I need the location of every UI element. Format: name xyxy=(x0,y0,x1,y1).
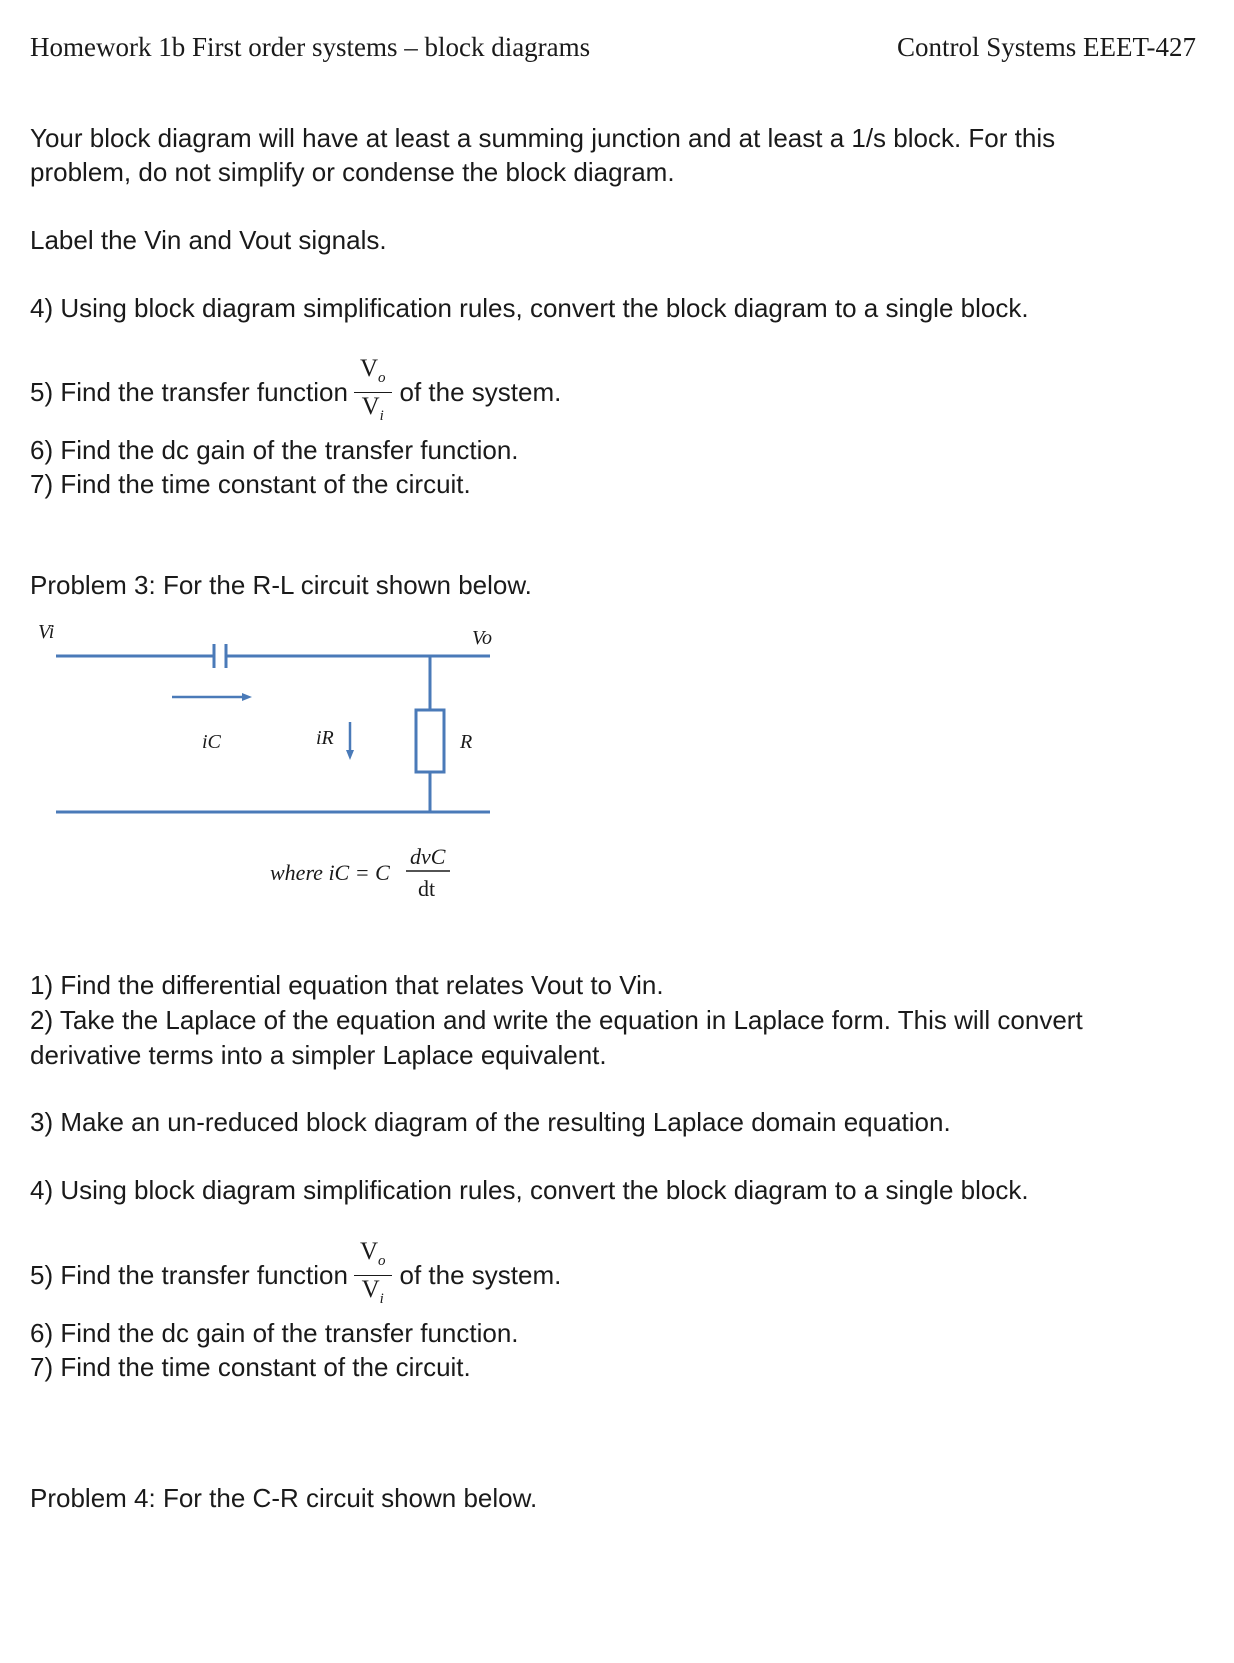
problem-3-title: Problem 3: For the R-L circuit shown below. xyxy=(30,570,532,600)
ic-arrow-head xyxy=(242,693,252,701)
question-5b-suffix: of the system. xyxy=(399,1260,562,1290)
ir-label: iR xyxy=(316,727,334,749)
fraction-numerator-2: V xyxy=(359,1238,379,1265)
fraction-denominator-sub: i xyxy=(379,408,384,424)
fraction-denominator-sub-2: i xyxy=(379,1291,384,1307)
question-5b xyxy=(30,1238,561,1313)
vout-label: Vo xyxy=(472,627,492,649)
question-7b: 7) Find the time constant of the circuit. xyxy=(30,1352,471,1382)
question-5a-prefix: 5) Find the transfer function xyxy=(30,377,348,407)
ic-label: iC xyxy=(202,731,221,753)
question-1: 1) Find the differential equation that relates Vout to Vin. xyxy=(30,970,664,1000)
ir-arrow-head xyxy=(346,750,354,760)
question-2-line-1: 2) Take the Laplace of the equation and write the equation in Laplace form. This will convert xyxy=(30,1005,1083,1035)
question-3: 3) Make an un-reduced block diagram of the resulting Laplace domain equation. xyxy=(30,1107,951,1137)
rl-circuit-diagram xyxy=(30,620,550,910)
vin-label: Vi xyxy=(38,621,55,643)
question-5b-prefix: 5) Find the transfer function xyxy=(30,1260,348,1290)
question-5a xyxy=(30,355,561,430)
equation-lhs: where iC = C xyxy=(270,860,390,885)
intro-line-2: problem, do not simplify or condense the block diagram. xyxy=(30,157,675,187)
question-6a: 6) Find the dc gain of the transfer function. xyxy=(30,435,519,465)
question-5a-suffix: of the system. xyxy=(399,377,562,407)
problem-4-title: Problem 4: For the C-R circuit shown below. xyxy=(30,1483,538,1513)
label-note: Label the Vin and Vout signals. xyxy=(30,225,387,255)
document-title: Homework 1b First order systems – block diagrams xyxy=(30,32,591,62)
fraction-denominator: V xyxy=(361,393,380,420)
question-7a: 7) Find the time constant of the circuit. xyxy=(30,469,471,499)
r-label: R xyxy=(460,731,473,753)
question-4b: 4) Using block diagram simplification rules, convert the block diagram to a single block. xyxy=(30,1175,1029,1205)
question-2-line-2: derivative terms into a simpler Laplace equivalent. xyxy=(30,1040,607,1070)
fraction-numerator: V xyxy=(359,355,379,382)
equation-numerator: dvC xyxy=(410,844,446,869)
question-4a: 4) Using block diagram simplification rules, convert the block diagram to a single block. xyxy=(30,293,1029,323)
fraction-numerator-sub-2: o xyxy=(378,1253,386,1269)
fraction-numerator-sub: o xyxy=(378,370,386,386)
transfer-function-fraction-2 xyxy=(354,1238,392,1313)
intro-line-1: Your block diagram will have at least a summing junction and at least a 1/s block. For this xyxy=(30,123,1056,153)
resistor xyxy=(416,710,444,772)
transfer-function-fraction xyxy=(354,355,392,430)
equation-denominator: dt xyxy=(418,876,436,901)
fraction-denominator-2: V xyxy=(361,1276,380,1303)
question-6b: 6) Find the dc gain of the transfer function. xyxy=(30,1318,519,1348)
course-name: Control Systems EEET-427 xyxy=(896,32,1196,62)
